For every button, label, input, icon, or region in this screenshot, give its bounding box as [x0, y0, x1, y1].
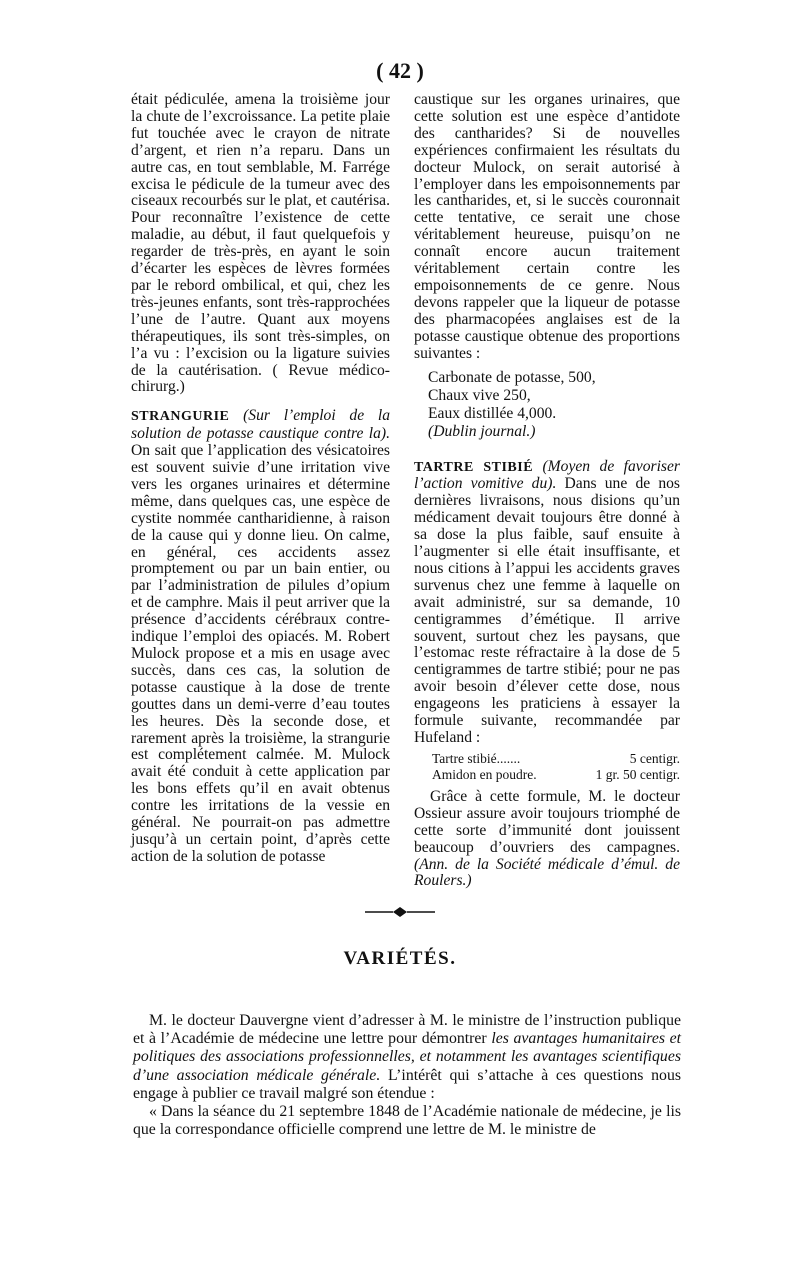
varietes-body [133, 1012, 681, 1139]
varietes-paragraph [133, 1012, 681, 1103]
section-title: STRANGURIE [131, 409, 230, 425]
hufeland-recipe [432, 751, 680, 783]
tartre-heading [414, 459, 680, 747]
recipe-row [432, 767, 680, 783]
formula-source: (Dublin journal.) [428, 422, 536, 440]
section-title: TARTRE STIBIÉ [414, 459, 534, 475]
ossieur-source: (Ann. de la Société médicale d’émul. de Roulers.) [414, 855, 680, 890]
left-column [131, 92, 390, 866]
formula-line: Carbonate de potasse, 500, [428, 368, 596, 386]
recipe-item: Amidon en poudre. [432, 766, 537, 782]
varietes-emphasis: les avantages humanitaires et politiques des associations professionnelles, et notamment les avantages scientifiques d’une association médicale générale. [133, 1030, 682, 1084]
right-column [414, 92, 680, 890]
section-subtitle: (Moyen de favoriser l’action vomitive du). [414, 457, 680, 493]
varietes-text-b: L’intérêt qui s’attache à ces questions nous engage à publier ce travail malgré son étendue : [133, 1066, 681, 1102]
varietes-title: VARIÉTÉS. [343, 948, 457, 969]
potasse-formula [428, 369, 680, 441]
left-paragraph: était pédiculée, amena la troisième jour la chute de l’excroissance. La petite plaie fut touchée avec le crayon de nitrate d’argent, et rien n’a reparu. Dans un autre cas, en tout semblable, M. Farrége excisa le pédicule de la tumeur avec des ciseaux recourbés sur le plat, et cautérisa. Pour reconnaître l’existence de cette maladie, au début, il faut quelquefois y regarder de très-près, en ayant le soin d’écarter les espèces de lèvres formées par le rebord ombilical, et qui, chez les très-jeunes enfants, sont très-rapprochées l’une de l’autre. Quant aux moyens thérapeutiques, ils sont très-simples, on l’a vu : l’excision ou la ligature suivies de la cautérisation. ( Revue médico-chirurg.) [131, 91, 390, 396]
right-paragraph: caustique sur les organes urinaires, que cette solution est une espèce d’antidote des cantharides? Si de nouvelles expériences confirmaient les résultats du docteur Mulock, on serait autorisé à l’employer dans les empoisonnements par les cantharides, et, si le succès couronnait cette tentative, ce serait une chose véritablement heureuse, puisqu’on ne connaît encore aucun traitement véritablement certain contre les empoisonnements de ce genre. Nous devons rappeler que la liqueur de potasse des pharmacopées anglaises est de la potasse caustique obtenue des proportions suivantes : [414, 91, 680, 362]
formula-line: Eaux distillée 4,000. [428, 404, 557, 422]
recipe-item: Tartre stibié....... [432, 750, 521, 766]
ossieur-text: Grâce à cette formule, M. le docteur Ossieur assure avoir toujours triomphé de cette sorte d’immunité dont jouissent beaucoup d’ouvriers des campagnes. [414, 787, 680, 856]
strangurie-heading [131, 408, 390, 865]
ossieur-paragraph [414, 789, 680, 890]
recipe-qty: 1 gr. 50 centigr. [595, 766, 680, 782]
formula-line: Chaux vive 250, [428, 386, 531, 404]
strangurie-text: On sait que l’application des vésicatoires est souvent suivie d’une irritation vive vers les organes urinaires et détermine même, dans quelques cas, une espèce de cystite nommée cantharidienne, à raison de la cause qui y donne lieu. On calme, en général, ces accidents assez promptement ou par un bain entier, ou par l’administration de pilules d’opium et de camphre. Mais il peut arriver que la présence d’accidents cérébraux contre-indique l’emploi des opiacés. M. Robert Mulock propose et a mis en usage avec succès, dans ces cas, la solution de potasse caustique à la dose de trente gouttes dans un demi-verre d’eau toutes les heures. Dès la seconde dose, et rarement après la troisième, la strangurie est complétement calmée. M. Mulock avait été conduit à cette application par les bons effets qu’il en avait obtenus contre les irritations de la vessie en général. Ne pourrait-on pas admettre jusqu’à un certain point, d’après cette action de la solution de potasse [131, 442, 390, 865]
varietes-quote: « Dans la séance du 21 septembre 1848 de l’Académie nationale de médecine, je lis que la correspondance officielle comprend une lettre de M. le ministre de [133, 1103, 681, 1139]
page-number: ( 42 ) [376, 58, 424, 83]
recipe-qty: 5 centigr. [629, 750, 680, 766]
varietes-text-a: M. le docteur Dauvergne vient d’adresser à M. le ministre de l’instruction publique et à l’Académie de médecine une lettre pour démontrer [133, 1012, 681, 1048]
ornament-divider [365, 906, 435, 918]
section-subtitle: (Sur l’emploi de la solution de potasse caustique contre la). [131, 407, 390, 443]
recipe-row [432, 751, 680, 767]
tartre-text: Dans une de nos dernières livraisons, nous disions qu’un médicament devait toujours être donné à sa dose la plus faible, sauf ensuite à l’augmenter si elle était insuffisante, et nous citions à l’appui les accidents graves survenus chez une femme à laquelle on avait administré, sur sa demande, 10 centigrammes d’émétique. Il arrive souvent, surtout chez les paysans, que l’estomac reste réfractaire à la dose de 5 centigrammes de tartre stibié; pour ne pas avoir besoin d’élever cette dose, nous engageons les praticiens à essayer la formule suivante, recommandée par Hufeland : [414, 475, 680, 746]
